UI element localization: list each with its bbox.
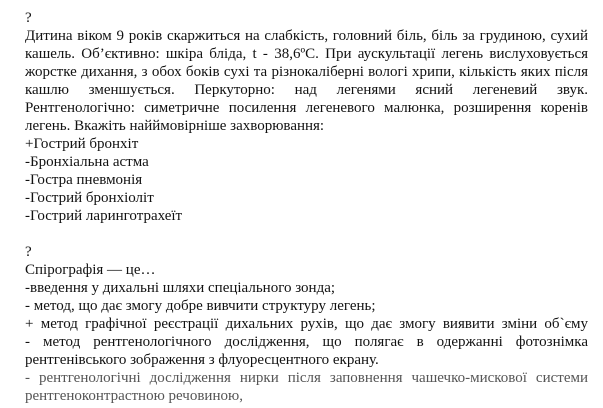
answer-option: -Гострий ларинготрахеїт	[25, 208, 183, 224]
stem-line: Дитина віком 9 років скаржиться на слабкість, головний біль, біль за грудиною, сухий	[25, 28, 588, 44]
answer-options	[25, 135, 588, 225]
stem-line: жорстке дихання, з обох боків сухі та різнокаліберні вологі хрипи, кількість яких після	[25, 64, 588, 80]
question-stem: Спірографія — це…	[25, 262, 156, 278]
question-stem	[25, 27, 588, 135]
answer-option-continuation: рентгеноконтрастною речовиною,	[25, 388, 243, 404]
stem-line: кашель. Об’єктивно: шкіра бліда, t - 38,6ºС. При аускультації легень вислуховується	[25, 46, 588, 62]
answer-option-correct: + метод графічної реєстрації дихальних рухів, що дає змогу виявити зміни об`єму	[25, 316, 588, 332]
answer-option: - рентгенологічні дослідження нирки після заповнення чашечко-мискової системи	[25, 370, 588, 386]
answer-option: -Гострий бронхіоліт	[25, 190, 154, 206]
answer-option: -Гостра пневмонія	[25, 172, 143, 188]
stem-line: Рентгенологічно: симетричне посилення легеневого малюнка, розширення коренів	[25, 100, 588, 116]
question-marker: ?	[25, 10, 32, 26]
spacer	[25, 225, 588, 243]
answer-option-correct: +Гострий бронхіт	[25, 136, 139, 152]
answer-option: -введення у дихальні шляхи спеціального зонда;	[25, 280, 336, 296]
question-marker: ?	[25, 244, 32, 260]
stem-line: кашлю зменшується. Перкуторно: над легенями ясний легеневий звук.	[25, 82, 588, 98]
stem-line: легень. Вкажіть найймовірніше захворювання:	[25, 118, 325, 134]
answer-option: - метод, що дає змогу добре вивчити структуру легень;	[25, 298, 376, 314]
document-page	[25, 9, 588, 405]
answer-option: -Бронхіальна астма	[25, 154, 149, 170]
answer-option: - метод рентгенологічного дослідження, що полягає в одержанні фотознімка	[25, 334, 588, 350]
answer-option-continuation: рентгенівського зображення з флуоресцентного екрану.	[25, 352, 379, 368]
answer-options	[25, 279, 588, 405]
